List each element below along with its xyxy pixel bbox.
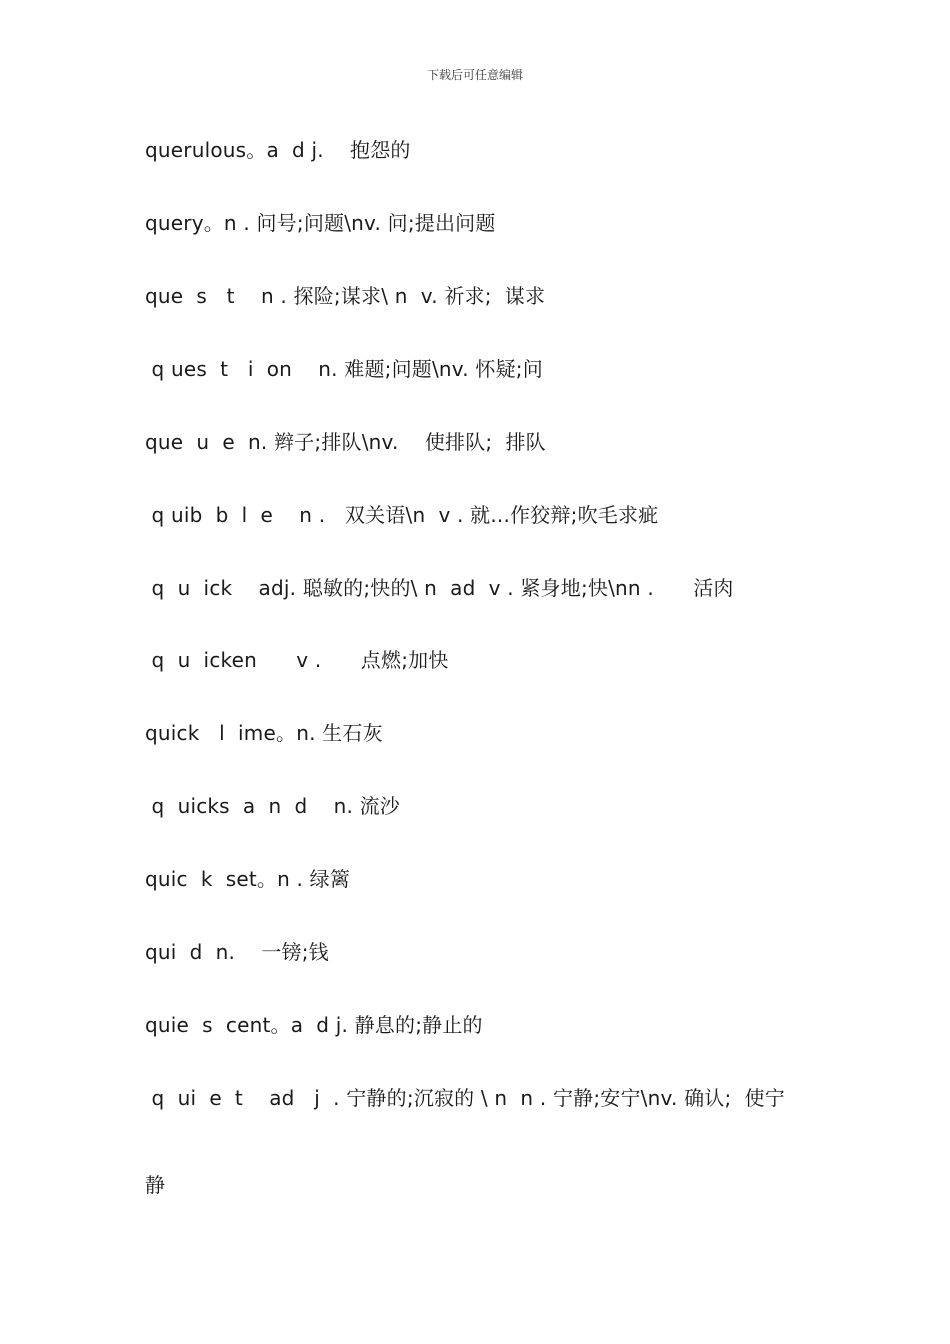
entry-quicklime: quick l ime。n. 生石灰 — [145, 721, 383, 745]
entry-quiescent: quie s cent。a d j. 静息的;静止的 — [145, 1013, 483, 1037]
entry-queue: que u e n. 辫子;排队\nv. 使排队; 排队 — [145, 430, 546, 454]
entry-question: q ues t i on n. 难题;问题\nv. 怀疑;问 — [145, 357, 543, 381]
entry-querulous: querulous。a d j. 抱怨的 — [145, 138, 411, 162]
entry-quick: q u ick adj. 聪敏的;快的\ n ad v . 紧身地;快\nn . 活肉 — [145, 576, 734, 600]
entry-quicken: q u icken v . 点燃;加快 — [145, 648, 449, 672]
entry-quibble: q uib b l e n . 双关语\n v . 就...作狡辩;吹毛求疵 — [145, 503, 659, 527]
entry-quickset: quic k set。n . 绿篱 — [145, 867, 351, 891]
page-header: 下载后可任意编辑 — [426, 68, 523, 82]
entry-query: query。n . 问号;问题\nv. 问;提出问题 — [145, 211, 496, 235]
entry-quicksand: q uicks a n d n. 流沙 — [145, 794, 400, 818]
entry-quid: qui d n. 一镑;钱 — [145, 940, 329, 964]
entry-quiet: q ui e t ad j . 宁静的;沉寂的 \ n n . 宁静;安宁\nv. 确认; 使宁 — [145, 1086, 785, 1110]
entry-quiet-continued: 静 — [145, 1173, 166, 1197]
entry-quest: que s t n . 探险;谋求\ n v. 祈求; 谋求 — [145, 284, 546, 308]
